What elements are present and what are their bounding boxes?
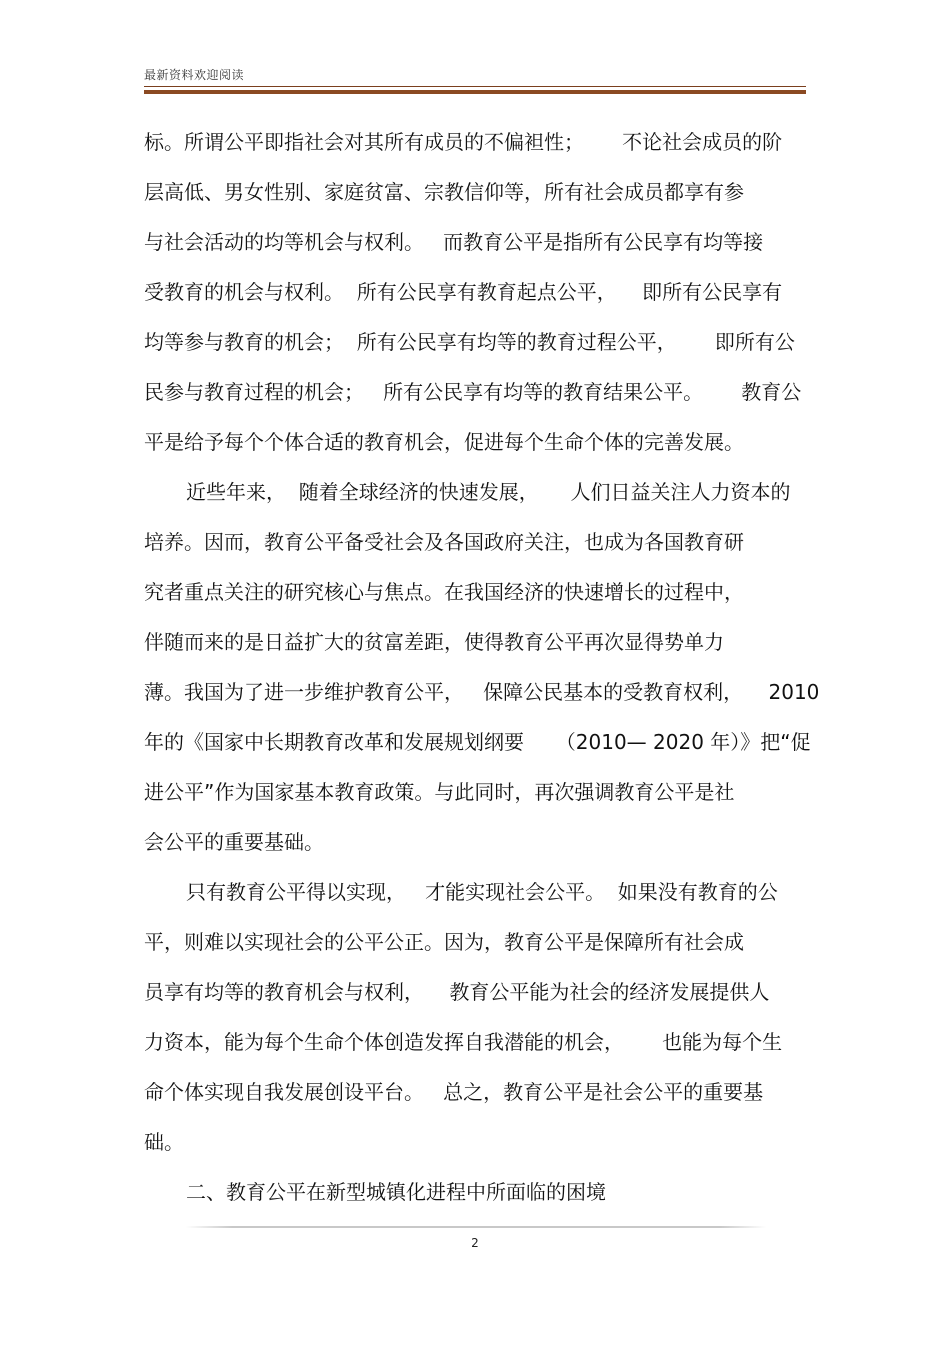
text-line: 培养。因而，教育公平备受社会及各国政府关注，也成为各国教育研 (144, 530, 744, 554)
text-line: 民参与教育过程的机会； 所有公民享有均等的教育结果公平。 教育公 (144, 380, 802, 404)
section-heading: 二、教育公平在新型城镇化进程中所面临的困境 (186, 1180, 606, 1204)
text-line: 础。 (144, 1130, 184, 1154)
text-line: 员享有均等的教育机会与权利， 教育公平能为社会的经济发展提供人 (144, 980, 770, 1004)
text-line: 力资本，能为每个生命个体创造发挥自我潜能的机会， 也能为每个生 (144, 1030, 783, 1054)
text-line: 标。所谓公平即指社会对其所有成员的不偏袒性； 不论社会成员的阶 (144, 130, 783, 154)
page-header-title: 最新资料欢迎阅读 (144, 68, 245, 82)
text-line: 与社会活动的均等机会与权利。 而教育公平是指所有公民享有均等接 (144, 230, 764, 254)
text-line: 究者重点关注的研究核心与焦点。在我国经济的快速增长的过程中， (144, 580, 744, 604)
text-line: 年的《国家中长期教育改革和发展规划纲要 （2010— 2020 年）》把“促 (144, 730, 811, 754)
text-line: 进公平”作为国家基本教育政策。与此同时，再次强调教育公平是社 (144, 780, 735, 804)
text-line: 会公平的重要基础。 (144, 830, 324, 854)
footer-divider (186, 1226, 766, 1228)
page-number: 2 (471, 1236, 479, 1250)
text-line: 平，则难以实现社会的公平公正。因为，教育公平是保障所有社会成 (144, 930, 744, 954)
text-line: 层高低、男女性别、家庭贫富、宗教信仰等，所有社会成员都享有参 (144, 180, 744, 204)
text-line: 伴随而来的是日益扩大的贫富差距，使得教育公平再次显得势单力 (144, 630, 724, 654)
paragraph-start-line: 只有教育公平得以实现， 才能实现社会公平。 如果没有教育的公 (186, 880, 778, 904)
text-line: 受教育的机会与权利。 所有公民享有教育起点公平， 即所有公民享有 (144, 280, 783, 304)
paragraph-start-line: 近些年来， 随着全球经济的快速发展， 人们日益关注人力资本的 (186, 480, 791, 504)
text-line: 平是给予每个个体合适的教育机会，促进每个生命个体的完善发展。 (144, 430, 744, 454)
text-line: 命个体实现自我发展创设平台。 总之，教育公平是社会公平的重要基 (144, 1080, 764, 1104)
text-line: 均等参与教育的机会； 所有公民享有均等的教育过程公平， 即所有公 (144, 330, 795, 354)
text-line: 薄。我国为了进一步维护教育公平， 保障公民基本的受教育权利， 2010 (144, 680, 820, 704)
